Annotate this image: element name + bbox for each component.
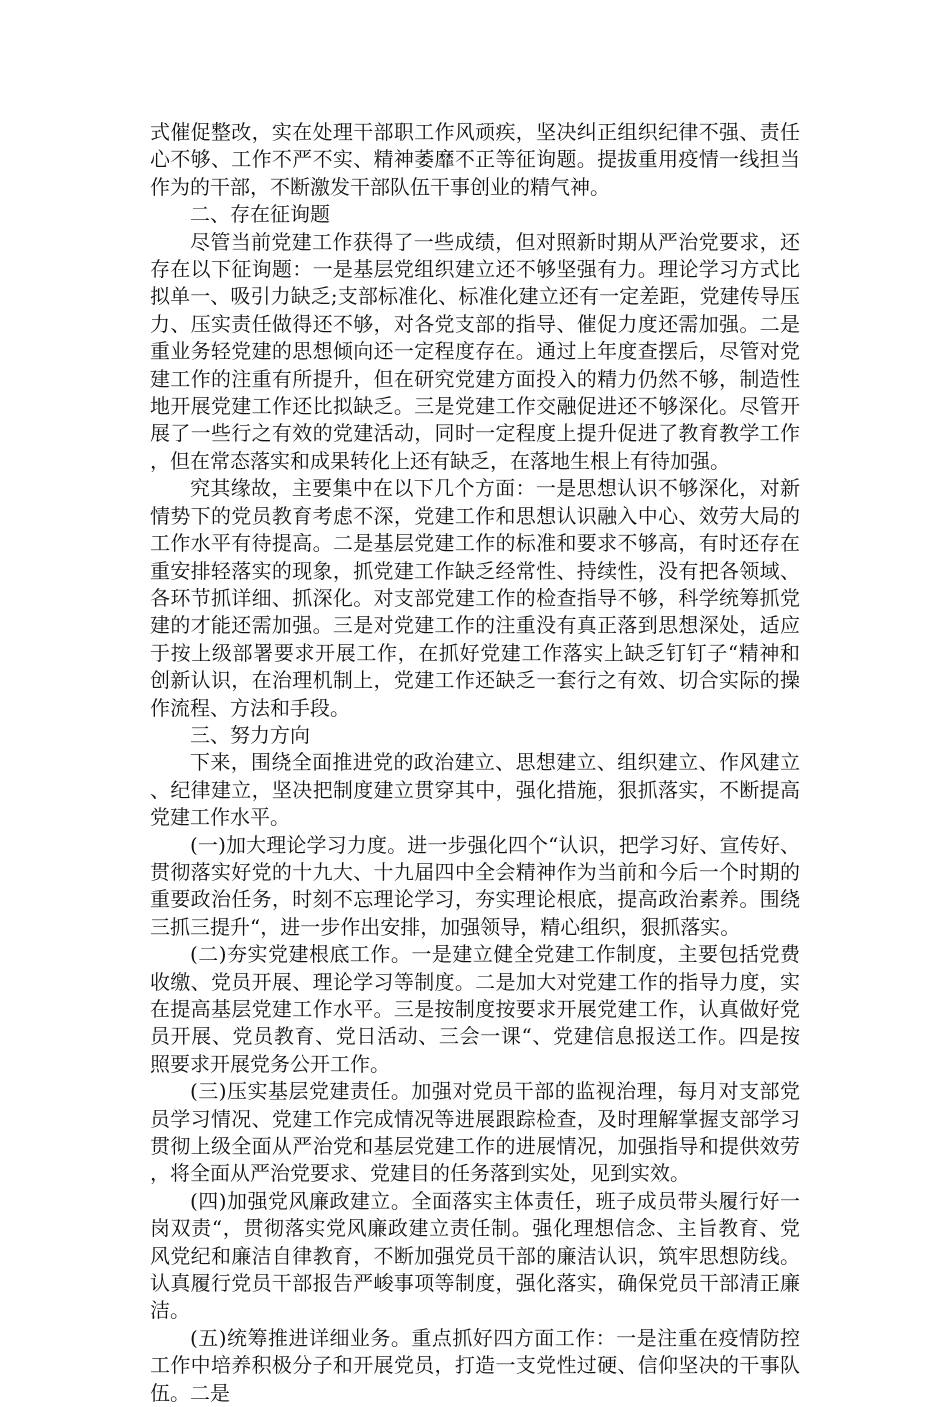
paragraph-item-5: (五)统筹推进详细业务。重点抓好四方面工作：一是注重在疫情防控工作中培养积极分子和开展党员，打造一支党性过硬、信仰坚决的干事队伍。二是 — [150, 1325, 800, 1405]
document-page — [150, 119, 800, 1407]
paragraph-item-4: (四)加强党风廉政建立。全面落实主体责任，班子成员带头履行好一岗双责“，贯彻落实党风廉政建立责任制。强化理想信念、主旨教育、党风党纪和廉洁自律教育，不断加强党员干部的廉洁认识，筑牢思想防线。认真履行党员干部报告严峻事项等制度，强化落实，确保党员干部清正廉洁。 — [150, 1188, 800, 1323]
paragraph-causes: 究其缘故，主要集中在以下几个方面：一是思想认识不够深化，对新情势下的党员教育考虑不深，党建工作和思想认识融入中心、效劳大局的工作水平有待提高。二是基层党建工作的标准和要求不够高，有时还存在重安排轻落实的现象，抓党建工作缺乏经常性、持续性，没有把各领域、各环节抓详细、抓深化。对支部党建工作的检查指导不够，科学统筹抓党建的才能还需加强。三是对党建工作的注重没有真正落到思想深处，适应于按上级部署要求开展工作，在抓好党建工作落实上缺乏钉钉子“精神和创新认识，在治理机制上，党建工作还缺乏一套行之有效、切合实际的操作流程、方法和手段。 — [150, 476, 800, 720]
section-heading-directions: 三、努力方向 — [190, 722, 310, 747]
paragraph-item-3: (三)压实基层党建责任。加强对党员干部的监视治理，每月对支部党员学习情况、党建工作完成情况等进展跟踪检查，及时理解掌握支部学习贯彻上级全面从严治党和基层党建工作的进展情况，加强指导和提供效劳，将全面从严治党要求、党建目的任务落到实处，见到实效。 — [150, 1079, 800, 1186]
paragraph-item-2: (二)夯实党建根底工作。一是建立健全党建工作制度，主要包括党费收缴、党员开展、理论学习等制度。二是加大对党建工作的指导力度，实在提高基层党建工作水平。三是按制度按要求开展党建工作，认真做好党员开展、党员教育、党日活动、三会一课“、党建信息报送工作。四是按照要求开展党务公开工作。 — [150, 942, 800, 1076]
paragraph-continuation: 式催促整改，实在处理干部职工作风顽疾，坚决纠正组织纪律不强、责任心不够、工作不严不实、精神萎靡不正等征询题。提拔重用疫情一线担当作为的干部，不断激发干部队伍干事创业的精气神。 — [150, 120, 800, 199]
section-heading-problems: 二、存在征询题 — [190, 202, 330, 227]
paragraph-directions-intro: 下来，围绕全面推进党的政治建立、思想建立、组织建立、作风建立、纪律建立，坚决把制度建立贯穿其中，强化措施，狠抓落实，不断提高党建工作水平。 — [150, 750, 800, 830]
paragraph-item-1: (一)加大理论学习力度。进一步强化四个“认识，把学习好、宣传好、贯彻落实好党的十九大、十九届四中全会精神作为当前和今后一个时期的重要政治任务，时刻不忘理论学习，夯实理论根底，提高政治素养。围绕三抓三提升“，进一步作出安排，加强领导，精心组织，狠抓落实。 — [150, 832, 800, 939]
paragraph-problems: 尽管当前党建工作获得了一些成绩，但对照新时期从严治党要求，还存在以下征询题：一是基层党组织建立还不够坚强有力。理论学习方式比拟单一、吸引力缺乏;支部标准化、标准化建立还有一定差距，党建传导压力、压实责任做得还不够，对各党支部的指导、催促力度还需加强。二是重业务轻党建的思想倾向还一定程度存在。通过上年度查摆后，尽管对党建工作的注重有所提升，但在研究党建方面投入的精力仍然不够，制造性地开展党建工作还比拟缺乏。三是党建工作交融促进还不够深化。尽管开展了一些行之有效的党建活动，同时一定程度上提升促进了教育教学工作，但在常态落实和成果转化上还有缺乏，在落地生根上有待加强。 — [150, 229, 800, 473]
